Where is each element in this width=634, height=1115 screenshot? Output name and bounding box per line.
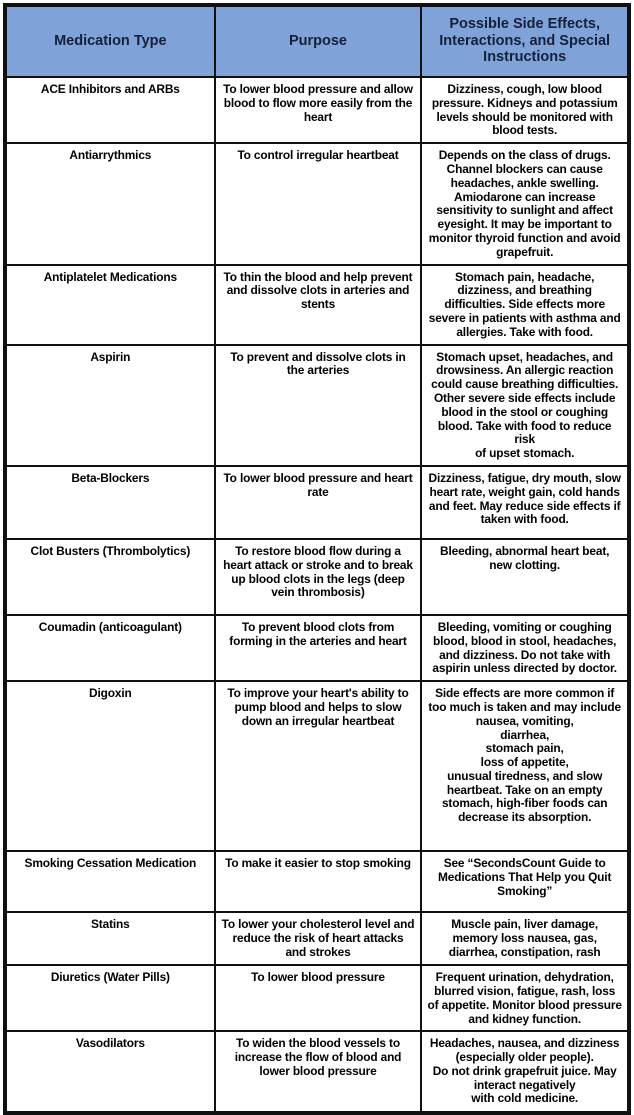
cell-purpose: To control irregular heartbeat [215, 143, 422, 264]
cell-medication-type: Beta-Blockers [5, 466, 215, 539]
column-header-side-effects: Possible Side Effects, Interactions, and Special Instructions [421, 5, 629, 77]
cell-purpose: To make it easier to stop smoking [215, 851, 422, 912]
side-effects-line: Dizziness, cough, low blood pressure. Kidneys and potassium levels should be monitored with blood tests. [431, 82, 618, 138]
table-row [5, 912, 629, 965]
side-effects-line: with cold medicine. [471, 1091, 579, 1106]
cell-medication-type: Diuretics (Water Pills) [5, 965, 215, 1031]
cell-medication-type: Vasodilators [5, 1031, 215, 1113]
side-effects-line: Stomach upset, headaches, and drowsiness. An allergic reaction could cause breathing difficulties. Other severe side effects include blood in the stool or coughing blood. Take with food to reduce risk [431, 349, 619, 447]
side-effects-line: stomach pain, [485, 741, 564, 756]
cell-side-effects [421, 681, 629, 851]
medication-table [3, 3, 631, 1115]
table-row [5, 965, 629, 1031]
cell-medication-type: Aspirin [5, 345, 215, 466]
cell-purpose: To restore blood flow during a heart attack or stroke and to break up blood clots in the legs (deep vein thrombosis) [215, 539, 422, 615]
table-body [5, 77, 629, 1113]
side-effects-line: Stomach pain, headache, dizziness, and breathing difficulties. Side effects more severe in patients with asthma and allergies. Take with food. [428, 269, 621, 339]
side-effects-line: Side effects are more common if too much is taken and may include nausea, vomiting, [428, 686, 621, 728]
column-header-medication-type: Medication Type [5, 5, 215, 77]
side-effects-line: Frequent urination, dehydration, blurred vision, fatigue, rash, loss of appetite. Monitor blood pressure and kidney function. [427, 970, 622, 1026]
cell-side-effects [421, 615, 629, 681]
table-row [5, 265, 629, 345]
cell-side-effects [421, 1031, 629, 1113]
table-row [5, 143, 629, 264]
table-row [5, 1031, 629, 1113]
cell-purpose: To lower blood pressure and heart rate [215, 466, 422, 539]
table-row [5, 77, 629, 143]
side-effects-line: Muscle pain, liver damage, memory loss nausea, gas, diarrhea, constipation, rash [448, 917, 601, 959]
side-effects-line: Dizziness, fatigue, dry mouth, slow heart rate, weight gain, cold hands and feet. May reduce side effects if taken with food. [428, 470, 621, 527]
side-effects-line: unusual tiredness, and slow heartbeat. Take on an empty stomach, high-fiber foods can decrease its absorption. [441, 768, 608, 825]
table-row [5, 615, 629, 681]
cell-medication-type: Statins [5, 912, 215, 965]
cell-purpose: To improve your heart's ability to pump blood and helps to slow down an irregular heartbeat [215, 681, 422, 851]
cell-purpose: To thin the blood and help prevent and dissolve clots in arteries and stents [215, 265, 422, 345]
side-effects-line: diarrhea, [500, 727, 550, 742]
cell-purpose: To lower your cholesterol level and reduce the risk of heart attacks and strokes [215, 912, 422, 965]
cell-purpose: To lower blood pressure [215, 965, 422, 1031]
cell-medication-type: Clot Busters (Thrombolytics) [5, 539, 215, 615]
side-effects-line: of upset stomach. [475, 446, 575, 461]
cell-side-effects [421, 345, 629, 466]
cell-medication-type: Smoking Cessation Medication [5, 851, 215, 912]
side-effects-line: Depends on the class of drugs. Channel blockers can cause headaches, ankle swelling. Amiodarone can increase sensitivity to sunlight and affect eyesight. It may be important to monitor thyroid function and avoid grapefruit. [428, 148, 621, 259]
header-row [5, 5, 629, 77]
cell-medication-type: Antiarrythmics [5, 143, 215, 264]
cell-medication-type: ACE Inhibitors and ARBs [5, 77, 215, 143]
cell-side-effects [421, 539, 629, 615]
cell-side-effects [421, 77, 629, 143]
cell-medication-type: Digoxin [5, 681, 215, 851]
cell-purpose: To lower blood pressure and allow blood to flow more easily from the heart [215, 77, 422, 143]
side-effects-line: See “SecondsCount Guide to Medications That Help you Quit Smoking” [438, 856, 612, 898]
table-row [5, 466, 629, 539]
cell-side-effects [421, 143, 629, 264]
cell-medication-type: Antiplatelet Medications [5, 265, 215, 345]
side-effects-line: Headaches, nausea, and dizziness (especially older people). [429, 1036, 620, 1065]
cell-purpose: To prevent and dissolve clots in the arteries [215, 345, 422, 466]
cell-purpose: To prevent blood clots from forming in the arteries and heart [215, 615, 422, 681]
cell-side-effects [421, 965, 629, 1031]
table-row [5, 539, 629, 615]
side-effects-line: Bleeding, abnormal heart beat, new clotting. [440, 543, 610, 572]
cell-medication-type: Coumadin (anticoagulant) [5, 615, 215, 681]
table-header [5, 5, 629, 77]
table-row [5, 345, 629, 466]
side-effects-line: Bleeding, vomiting or coughing blood, blood in stool, headaches, and dizziness. Do not take with aspirin unless directed by doctor. [432, 619, 617, 676]
table-row [5, 681, 629, 851]
table-row [5, 851, 629, 912]
side-effects-line: Do not drink grapefruit juice. May interact negatively [432, 1063, 617, 1092]
cell-side-effects [421, 466, 629, 539]
column-header-purpose: Purpose [215, 5, 422, 77]
cell-side-effects [421, 851, 629, 912]
side-effects-line: loss of appetite, [480, 755, 569, 770]
cell-side-effects [421, 912, 629, 965]
cell-side-effects [421, 265, 629, 345]
cell-purpose: To widen the blood vessels to increase the flow of blood and lower blood pressure [215, 1031, 422, 1113]
